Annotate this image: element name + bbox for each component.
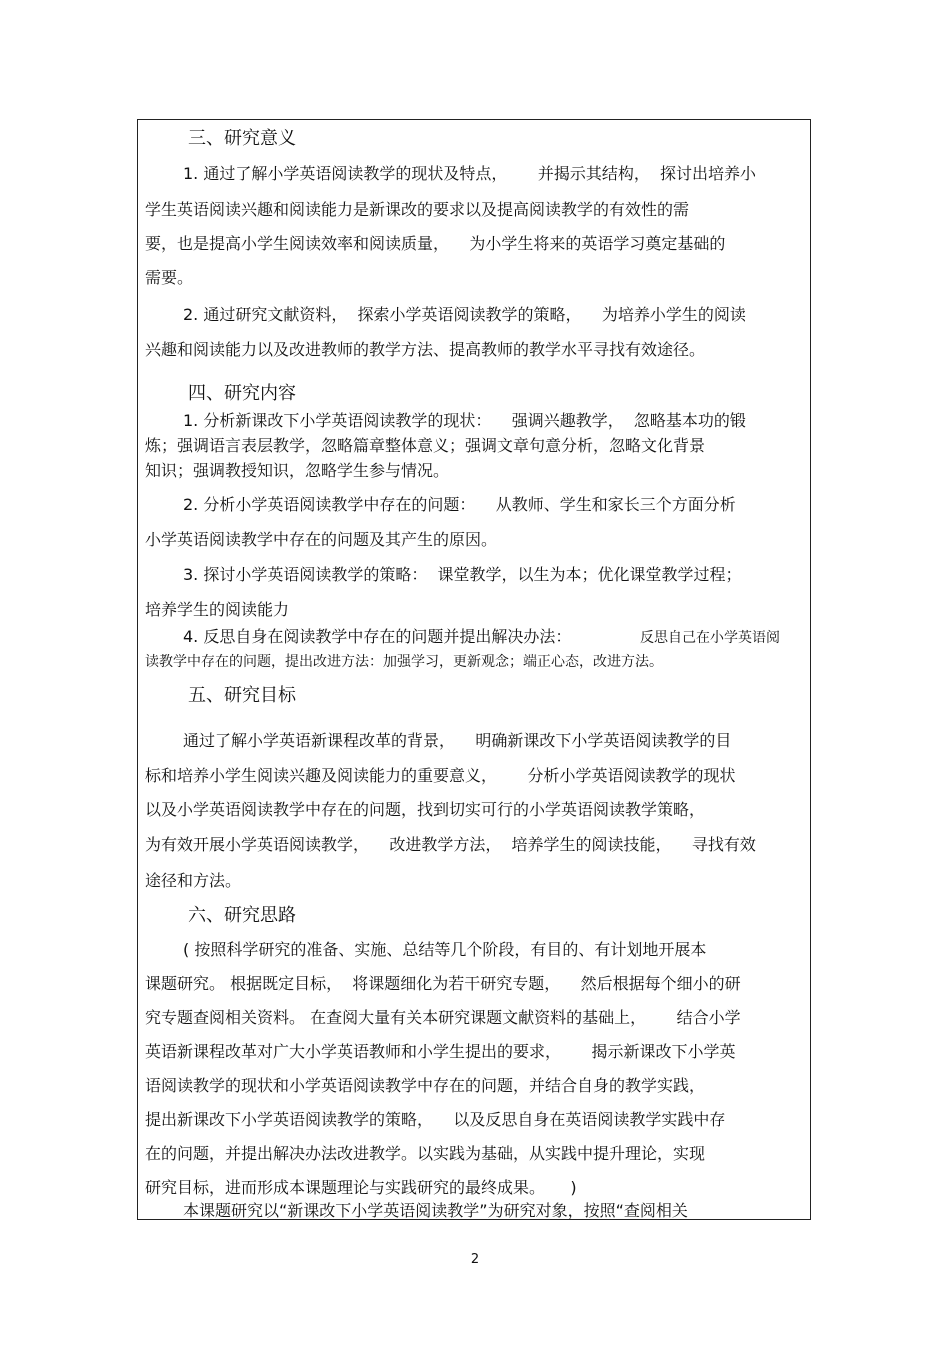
section4-p1-line: 1. 分析新课改下小学英语阅读教学的现状： 强调兴趣教学， 忽略基本功的锻: [183, 411, 746, 430]
section4-p3-line: 培养学生的阅读能力: [145, 600, 290, 619]
section6-p2-line: 本课题研究以“新课改下小学英语阅读教学”为研究对象，按照“查阅相关: [183, 1201, 688, 1220]
section5-p1-line: 以及小学英语阅读教学中存在的问题，找到切实可行的小学英语阅读教学策略，: [145, 800, 706, 819]
section5-p1-line: 途径和方法。: [145, 871, 242, 890]
section5-p1-line: 通过了解小学英语新课程改革的背景， 明确新课改下小学英语阅读教学的目: [183, 731, 732, 750]
section6-p1-line: 究专题查阅相关资料。 在查阅大量有关本研究课题文献资料的基础上， 结合小学: [145, 1008, 741, 1027]
section3-p1-line: 要，也是提高小学生阅读效率和阅读质量， 为小学生将来的英语学习奠定基础的: [145, 234, 726, 253]
section4-p2-line: 2. 分析小学英语阅读教学中存在的问题： 从教师、学生和家长三个方面分析: [183, 495, 736, 514]
section4-heading: 四、研究内容: [188, 383, 296, 404]
section6-p1-line: 课题研究。 根据既定目标， 将课题细化为若干研究专题， 然后根据每个细小的研: [145, 974, 741, 993]
section6-p1-line: ( 按照科学研究的准备、实施、总结等几个阶段，有目的、有计划地开展本: [183, 940, 707, 959]
section6-heading: 六、研究思路: [188, 905, 296, 926]
section3-p2-line: 2. 通过研究文献资料， 探索小学英语阅读教学的策略， 为培养小学生的阅读: [183, 305, 746, 324]
section3-heading: 三、研究意义: [188, 128, 296, 149]
section6-p1-line: 英语新课程改革对广大小学英语教师和小学生提出的要求， 揭示新课改下小学英: [145, 1042, 736, 1061]
section5-p1-line: 标和培养小学生阅读兴趣及阅读能力的重要意义， 分析小学英语阅读教学的现状: [145, 766, 736, 785]
section4-p1-line: 知识；强调教授知识，忽略学生参与情况。: [145, 461, 450, 480]
section3-p1-line: 学生英语阅读兴趣和阅读能力是新课改的要求以及提高阅读教学的有效性的需: [145, 200, 690, 219]
section4-p4-tail: 反思自己在小学英语阅: [640, 630, 780, 646]
section4-p4-lead: 4. 反思自身在阅读教学中存在的问题并提出解决办法：: [183, 627, 572, 646]
section3-p2-line: 兴趣和阅读能力以及改进教师的教学方法、提高教师的教学水平寻找有效途径。: [145, 340, 706, 359]
section6-p1-line: 语阅读教学的现状和小学英语阅读教学中存在的问题，并结合自身的教学实践，: [145, 1076, 706, 1095]
page-number: 2: [470, 1252, 480, 1267]
section4-p1-line: 炼；强调语言表层教学，忽略篇章整体意义；强调文章句意分析，忽略文化背景: [145, 436, 706, 455]
section6-p1-line: 在的问题，并提出解决办法改进教学。以实践为基础，从实践中提升理论，实现: [145, 1144, 706, 1163]
section4-p3-line: 3. 探讨小学英语阅读教学的策略： 课堂教学，以生为本；优化课堂教学过程；: [183, 565, 742, 584]
section6-p1-line: 研究目标，进而形成本课题理论与实践研究的最终成果。 ): [145, 1178, 577, 1197]
section4-p4-line2: 读教学中存在的问题，提出改进方法：加强学习，更新观念；端正心态，改进方法。: [145, 654, 663, 670]
section4-p2-line: 小学英语阅读教学中存在的问题及其产生的原因。: [145, 530, 498, 549]
section3-p1-line: 需要。: [145, 268, 194, 287]
section6-p1-line: 提出新课改下小学英语阅读教学的策略， 以及反思自身在英语阅读教学实践中存: [145, 1110, 726, 1129]
section5-p1-line: 为有效开展小学英语阅读教学， 改进教学方法， 培养学生的阅读技能， 寻找有效: [145, 835, 756, 854]
section3-p1-line: 1. 通过了解小学英语阅读教学的现状及特点， 并揭示其结构， 探讨出培养小: [183, 164, 757, 183]
section5-heading: 五、研究目标: [188, 685, 296, 706]
